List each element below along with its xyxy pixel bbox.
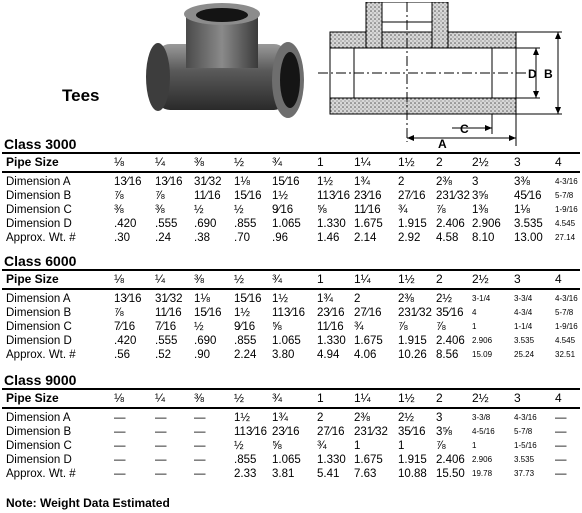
table-cell: — <box>155 426 167 438</box>
pipe-size-cell: 1 <box>317 391 324 405</box>
table-cell: 2.406 <box>436 454 465 466</box>
class-6000-table <box>2 269 580 362</box>
pipe-size-cell: ⅛ <box>114 155 125 169</box>
table-cell: 113⁄16 <box>272 307 306 319</box>
table-cell: 1.675 <box>354 218 383 230</box>
table-cell: 9⁄16 <box>234 321 256 333</box>
table-cell: ⅞ <box>114 190 124 202</box>
table-cell: 1¾ <box>317 293 333 305</box>
table-cell: 1.915 <box>398 454 427 466</box>
pipe-size-cell: 2 <box>436 391 443 405</box>
pipe-size-label: Pipe Size <box>6 155 59 169</box>
table-cell: — <box>194 412 206 424</box>
table-cell: — <box>114 468 126 480</box>
table-cell: .555 <box>155 218 178 230</box>
label-d: D <box>528 67 537 81</box>
table-cell: — <box>155 412 167 424</box>
table-cell: ¾ <box>398 204 408 216</box>
table-cell: 2⅜ <box>436 176 452 188</box>
table-cell: 231⁄32 <box>436 190 470 202</box>
table-cell: 4.06 <box>354 349 377 361</box>
pipe-size-label: Pipe Size <box>6 391 59 405</box>
table-row <box>2 334 580 348</box>
table-cell: 1⅜ <box>472 204 488 216</box>
table-cell: 3⅝ <box>472 190 488 202</box>
table-cell: 2⅜ <box>354 412 370 424</box>
table-cell: ⅞ <box>436 321 446 333</box>
table-cell: 1.065 <box>272 218 301 230</box>
table-cell: 1-9/16 <box>555 205 578 214</box>
class-9000-table <box>2 388 580 481</box>
table-cell: 37.73 <box>514 469 535 478</box>
row-label: Dimension B <box>6 426 72 438</box>
table-cell: ⅞ <box>436 204 446 216</box>
table-cell: 3 <box>472 176 479 188</box>
row-label: Dimension D <box>6 218 72 230</box>
table-row <box>2 467 580 481</box>
table-row <box>2 217 580 231</box>
table-cell: 113⁄16 <box>317 190 351 202</box>
table-cell: 13⁄16 <box>114 176 142 188</box>
table-cell: 1-9/16 <box>555 322 578 331</box>
table-cell: 2 <box>317 412 324 424</box>
table-cell: 45⁄16 <box>514 190 542 202</box>
class-3000-table <box>2 152 580 245</box>
table-cell: .855 <box>234 454 257 466</box>
table-row <box>2 203 580 217</box>
table-cell: 11⁄16 <box>194 190 221 202</box>
label-b: B <box>544 67 553 81</box>
row-label: Dimension B <box>6 190 72 202</box>
table-cell: .855 <box>234 335 257 347</box>
row-label: Dimension A <box>6 293 71 305</box>
table-cell: 2.406 <box>436 218 465 230</box>
table-cell: ½ <box>234 204 244 216</box>
pipe-size-label: Pipe Size <box>6 272 59 286</box>
table-cell: 1.065 <box>272 335 301 347</box>
table-cell: 4-3/16 <box>555 177 578 186</box>
table-cell: — <box>555 412 567 424</box>
table-cell: .70 <box>234 232 250 244</box>
table-cell: .90 <box>194 349 210 361</box>
table-cell: ¾ <box>354 321 364 333</box>
table-cell: .690 <box>194 218 217 230</box>
table-cell: 1⅛ <box>194 293 210 305</box>
table-row <box>2 439 580 453</box>
table-cell: 231⁄32 <box>398 307 432 319</box>
table-cell: 113⁄16 <box>234 426 268 438</box>
row-label: Dimension C <box>6 440 72 452</box>
table-cell: .52 <box>155 349 171 361</box>
table-cell: 1 <box>472 322 477 331</box>
table-row <box>2 306 580 320</box>
pipe-size-cell: ¾ <box>272 272 283 286</box>
table-cell: 1.330 <box>317 335 346 347</box>
table-cell: 7⁄16 <box>155 321 177 333</box>
pipe-size-cell: ¼ <box>155 155 166 169</box>
table-cell: 3 <box>436 412 443 424</box>
table-cell: ⅜ <box>155 204 165 216</box>
table-row <box>2 292 580 306</box>
table-cell: 2.14 <box>354 232 377 244</box>
table-cell: 5-7/8 <box>555 191 574 200</box>
class-9000-title: Class 9000 <box>4 372 77 388</box>
table-cell: — <box>155 468 167 480</box>
table-cell: 4-3/16 <box>514 413 537 422</box>
pipe-size-cell: 2 <box>436 155 443 169</box>
table-cell: 1⅛ <box>514 204 530 216</box>
table-cell: 25.24 <box>514 350 535 359</box>
table-cell: 2½ <box>398 412 414 424</box>
table-cell: .420 <box>114 218 137 230</box>
table-cell: 1½ <box>317 176 333 188</box>
table-cell: .555 <box>155 335 178 347</box>
weight-note: Note: Weight Data Estimated <box>6 496 170 510</box>
row-label: Approx. Wt. # <box>6 349 76 361</box>
class-6000-title: Class 6000 <box>4 253 77 269</box>
table-cell: 27.14 <box>555 233 576 242</box>
table-cell: 3-3/8 <box>472 413 491 422</box>
table-cell: 1⅛ <box>234 176 250 188</box>
table-cell: 2.406 <box>436 335 465 347</box>
pipe-size-cell: 3 <box>514 391 521 405</box>
table-header-row <box>2 269 580 290</box>
table-cell: ⅞ <box>436 440 446 452</box>
table-cell: .56 <box>114 349 130 361</box>
table-cell: 19.78 <box>472 469 493 478</box>
table-cell: 13⁄16 <box>155 176 183 188</box>
table-cell: 1½ <box>234 307 250 319</box>
table-row <box>2 231 580 245</box>
table-row <box>2 425 580 439</box>
table-cell: 3⅜ <box>514 176 530 188</box>
pipe-size-cell: ¼ <box>155 272 166 286</box>
table-header-row <box>2 388 580 409</box>
pipe-size-cell: 2½ <box>472 155 489 169</box>
table-cell: — <box>114 440 126 452</box>
table-cell: .38 <box>194 232 210 244</box>
table-cell: ½ <box>194 321 204 333</box>
label-c: C <box>460 122 469 136</box>
table-cell: — <box>155 454 167 466</box>
table-cell: .690 <box>194 335 217 347</box>
tee-dimension-diagram <box>318 2 580 150</box>
pipe-size-cell: ¾ <box>272 391 283 405</box>
table-cell: 5-7/8 <box>555 308 574 317</box>
table-cell: 10.26 <box>398 349 427 361</box>
table-cell: — <box>155 440 167 452</box>
pipe-size-cell: ⅛ <box>114 272 125 286</box>
table-cell: 5-7/8 <box>514 427 533 436</box>
table-cell: ½ <box>234 440 244 452</box>
table-cell: 2.24 <box>234 349 257 361</box>
table-cell: 1½ <box>272 293 288 305</box>
pipe-size-cell: 4 <box>555 155 562 169</box>
table-cell: .420 <box>114 335 137 347</box>
table-cell: 2.33 <box>234 468 257 480</box>
table-cell: — <box>114 412 126 424</box>
table-cell: 2.92 <box>398 232 421 244</box>
pipe-size-cell: 1½ <box>398 272 415 286</box>
table-cell: .24 <box>155 232 171 244</box>
pipe-size-cell: 4 <box>555 272 562 286</box>
table-cell: — <box>114 426 126 438</box>
table-cell: — <box>194 440 206 452</box>
table-cell: 11⁄16 <box>354 204 381 216</box>
pipe-size-cell: ⅜ <box>194 155 205 169</box>
table-cell: ⅞ <box>398 321 408 333</box>
table-cell: 31⁄32 <box>194 176 222 188</box>
table-cell: 7⁄16 <box>114 321 136 333</box>
table-cell: 27⁄16 <box>317 426 345 438</box>
table-cell: — <box>114 454 126 466</box>
table-cell: 1.065 <box>272 454 301 466</box>
table-cell: — <box>555 440 567 452</box>
pipe-size-cell: ⅜ <box>194 391 205 405</box>
table-cell: 27⁄16 <box>398 190 426 202</box>
table-cell: 11⁄16 <box>155 307 182 319</box>
table-cell: 1.675 <box>354 335 383 347</box>
table-cell: — <box>194 468 206 480</box>
pipe-size-cell: 2½ <box>472 272 489 286</box>
pipe-size-cell: 1¼ <box>354 272 371 286</box>
pipe-size-cell: ½ <box>234 155 245 169</box>
table-cell: 2.906 <box>472 218 501 230</box>
table-cell: 1¾ <box>272 412 288 424</box>
table-cell: ⅞ <box>114 307 124 319</box>
table-cell: 1.330 <box>317 218 346 230</box>
table-cell: 3.80 <box>272 349 295 361</box>
pipe-size-cell: ¼ <box>155 391 166 405</box>
table-cell: ⅞ <box>155 190 165 202</box>
table-cell: 4.545 <box>555 219 576 228</box>
row-label: Dimension C <box>6 204 72 216</box>
table-cell: 1-5/16 <box>514 441 537 450</box>
table-cell: 231⁄32 <box>354 426 388 438</box>
pipe-size-cell: ¾ <box>272 155 283 169</box>
table-cell: ⅝ <box>272 321 282 333</box>
table-cell: 1½ <box>234 412 250 424</box>
table-cell: 1 <box>472 441 477 450</box>
row-label: Dimension D <box>6 454 72 466</box>
table-cell: 3.535 <box>514 336 535 345</box>
row-label: Dimension C <box>6 321 72 333</box>
pipe-size-cell: 2½ <box>472 391 489 405</box>
table-cell: — <box>194 454 206 466</box>
table-cell: 23⁄16 <box>354 190 382 202</box>
table-cell: 2 <box>354 293 361 305</box>
table-cell: 15⁄16 <box>194 307 222 319</box>
table-cell: 13⁄16 <box>114 293 142 305</box>
table-cell: 3.535 <box>514 218 543 230</box>
table-cell: ¾ <box>317 440 327 452</box>
table-cell: 4-3/16 <box>555 294 578 303</box>
table-cell: 4 <box>472 308 477 317</box>
pipe-size-cell: 3 <box>514 272 521 286</box>
table-cell: 4-5/16 <box>472 427 495 436</box>
table-cell: 15⁄16 <box>234 293 262 305</box>
table-cell: 27⁄16 <box>354 307 382 319</box>
pipe-size-cell: 3 <box>514 155 521 169</box>
table-cell: 13.00 <box>514 232 543 244</box>
class-3000-title: Class 3000 <box>4 136 77 152</box>
row-label: Dimension D <box>6 335 72 347</box>
table-row <box>2 320 580 334</box>
pipe-size-cell: 1 <box>317 272 324 286</box>
pipe-size-cell: ⅜ <box>194 272 205 286</box>
table-cell: 1 <box>398 440 405 452</box>
table-cell: 3-3/4 <box>514 294 533 303</box>
table-cell: 1.330 <box>317 454 346 466</box>
table-cell: ½ <box>194 204 204 216</box>
table-row <box>2 175 580 189</box>
table-cell: 3.81 <box>272 468 295 480</box>
table-cell: 2⅜ <box>398 293 414 305</box>
row-label: Dimension A <box>6 176 71 188</box>
table-cell: .96 <box>272 232 288 244</box>
pipe-size-cell: ½ <box>234 391 245 405</box>
table-cell: 7.63 <box>354 468 377 480</box>
table-cell: 15⁄16 <box>234 190 262 202</box>
table-cell: 11⁄16 <box>317 321 344 333</box>
table-cell: 35⁄16 <box>436 307 464 319</box>
tee-fitting-photo <box>138 2 306 128</box>
table-cell: 9⁄16 <box>272 204 294 216</box>
pipe-size-cell: ½ <box>234 272 245 286</box>
table-cell: 4-3/4 <box>514 308 533 317</box>
table-header-row <box>2 152 580 173</box>
table-cell: 3.535 <box>514 455 535 464</box>
row-label: Dimension B <box>6 307 72 319</box>
table-cell: 1½ <box>272 190 288 202</box>
table-cell: 1.675 <box>354 454 383 466</box>
table-cell: 1 <box>354 440 361 452</box>
row-label: Dimension A <box>6 412 71 424</box>
table-cell: 1-1/4 <box>514 322 533 331</box>
page-title: Tees <box>62 86 100 105</box>
table-cell: 35⁄16 <box>398 426 426 438</box>
table-cell: 23⁄16 <box>272 426 300 438</box>
table-row <box>2 411 580 425</box>
table-cell: 32.51 <box>555 350 576 359</box>
table-cell: — <box>194 426 206 438</box>
table-cell: 15.50 <box>436 468 465 480</box>
table-row <box>2 189 580 203</box>
table-cell: 4.58 <box>436 232 459 244</box>
table-cell: ⅜ <box>114 204 124 216</box>
pipe-size-cell: 1½ <box>398 155 415 169</box>
table-cell: 2.906 <box>472 336 493 345</box>
table-cell: 8.10 <box>472 232 495 244</box>
table-cell: 31⁄32 <box>155 293 183 305</box>
pipe-size-cell: 4 <box>555 391 562 405</box>
table-cell: 1.915 <box>398 335 427 347</box>
row-label: Approx. Wt. # <box>6 468 76 480</box>
table-cell: 23⁄16 <box>317 307 345 319</box>
table-cell: — <box>555 468 567 480</box>
table-cell: 4.545 <box>555 336 576 345</box>
table-cell: 5.41 <box>317 468 340 480</box>
table-row <box>2 348 580 362</box>
label-a: A <box>438 137 447 150</box>
table-cell: 4.94 <box>317 349 340 361</box>
table-cell: — <box>555 454 567 466</box>
table-cell: — <box>555 426 567 438</box>
pipe-size-cell: 2 <box>436 272 443 286</box>
table-cell: 3⅝ <box>436 426 452 438</box>
pipe-size-cell: ⅛ <box>114 391 125 405</box>
table-cell: 2½ <box>436 293 452 305</box>
table-cell: ⅝ <box>272 440 282 452</box>
row-label: Approx. Wt. # <box>6 232 76 244</box>
pipe-size-cell: 1¼ <box>354 391 371 405</box>
table-cell: ⅝ <box>317 204 327 216</box>
table-cell: 1.915 <box>398 218 427 230</box>
table-row <box>2 453 580 467</box>
pipe-size-cell: 1 <box>317 155 324 169</box>
table-cell: 15.09 <box>472 350 493 359</box>
pipe-size-cell: 1½ <box>398 391 415 405</box>
table-cell: 15⁄16 <box>272 176 300 188</box>
table-cell: .855 <box>234 218 257 230</box>
table-cell: 10.88 <box>398 468 427 480</box>
table-cell: 2.906 <box>472 455 493 464</box>
table-cell: 3-1/4 <box>472 294 491 303</box>
table-cell: .30 <box>114 232 130 244</box>
table-cell: 2 <box>398 176 405 188</box>
pipe-size-cell: 1¼ <box>354 155 371 169</box>
table-cell: 1¾ <box>354 176 370 188</box>
table-cell: 1.46 <box>317 232 340 244</box>
table-cell: 8.56 <box>436 349 459 361</box>
